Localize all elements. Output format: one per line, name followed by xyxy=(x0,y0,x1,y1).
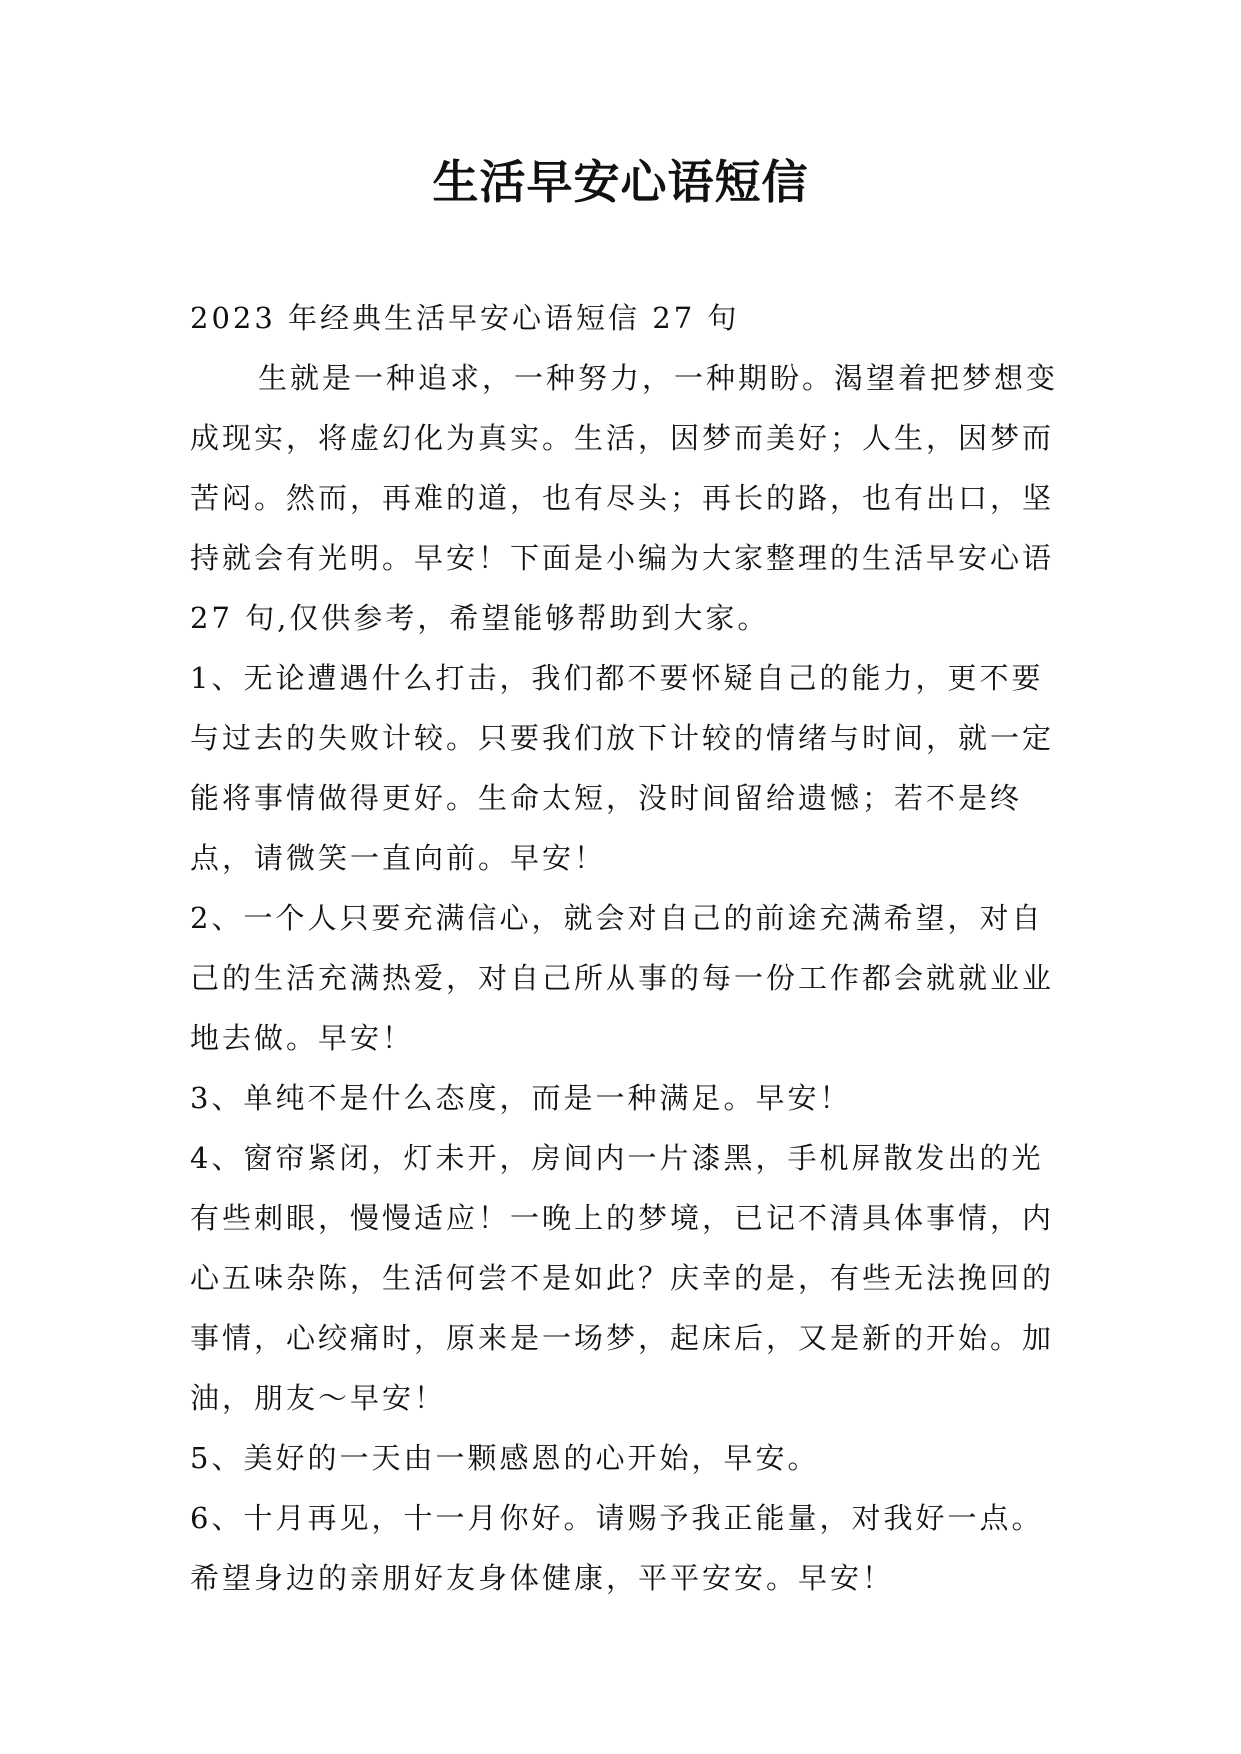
paragraph-item-3: 3、单纯不是什么态度，而是一种满足。早安！ xyxy=(190,1081,852,1115)
paragraph-item-6: 6、十月再见，十一月你好。请赐予我正能量，对我好一点。希望身边的亲朋好友身体健康，平平安安。早安！ xyxy=(190,1501,1044,1595)
paragraph-intro: 生就是一种追求，一种努力，一种期盼。渴望着把梦想变成现实，将虚幻化为真实。生活，因梦而美好；人生，因梦而苦闷。然而，再难的道，也有尽头；再长的路，也有出口，坚持就会有光明。早安！下面是小编为大家整理的生活早安心语 27 句,仅供参考，希望能够帮助到大家。 xyxy=(190,361,1067,635)
paragraph-item-5: 5、美好的一天由一颗感恩的心开始，早安。 xyxy=(190,1441,820,1475)
paragraph-item-2: 2、一个人只要充满信心，就会对自己的前途充满希望，对自己的生活充满热爱，对自己所从事的每一份工作都会就就业业地去做。早安！ xyxy=(190,901,1055,1055)
paragraph-subtitle: 2023 年经典生活早安心语短信 27 句 xyxy=(190,301,740,335)
paragraph-item-1: 1、无论遭遇什么打击，我们都不要怀疑自己的能力，更不要与过去的失败计较。只要我们放下计较的情绪与时间，就一定能将事情做得更好。生命太短，没时间留给遗憾；若不是终点，请微笑一直向前。早安！ xyxy=(190,661,1055,875)
document-title: 生活早安心语短信 xyxy=(432,155,809,209)
document-body xyxy=(190,288,1070,1608)
paragraph-item-4: 4、窗帘紧闭，灯未开，房间内一片漆黑，手机屏散发出的光有些刺眼，慢慢适应！一晚上的梦境，已记不清具体事情，内心五味杂陈，生活何尝不是如此？庆幸的是，有些无法挽回的事情，心绞痛时，原来是一场梦，起床后，又是新的开始。加油，朋友～早安！ xyxy=(190,1141,1055,1415)
